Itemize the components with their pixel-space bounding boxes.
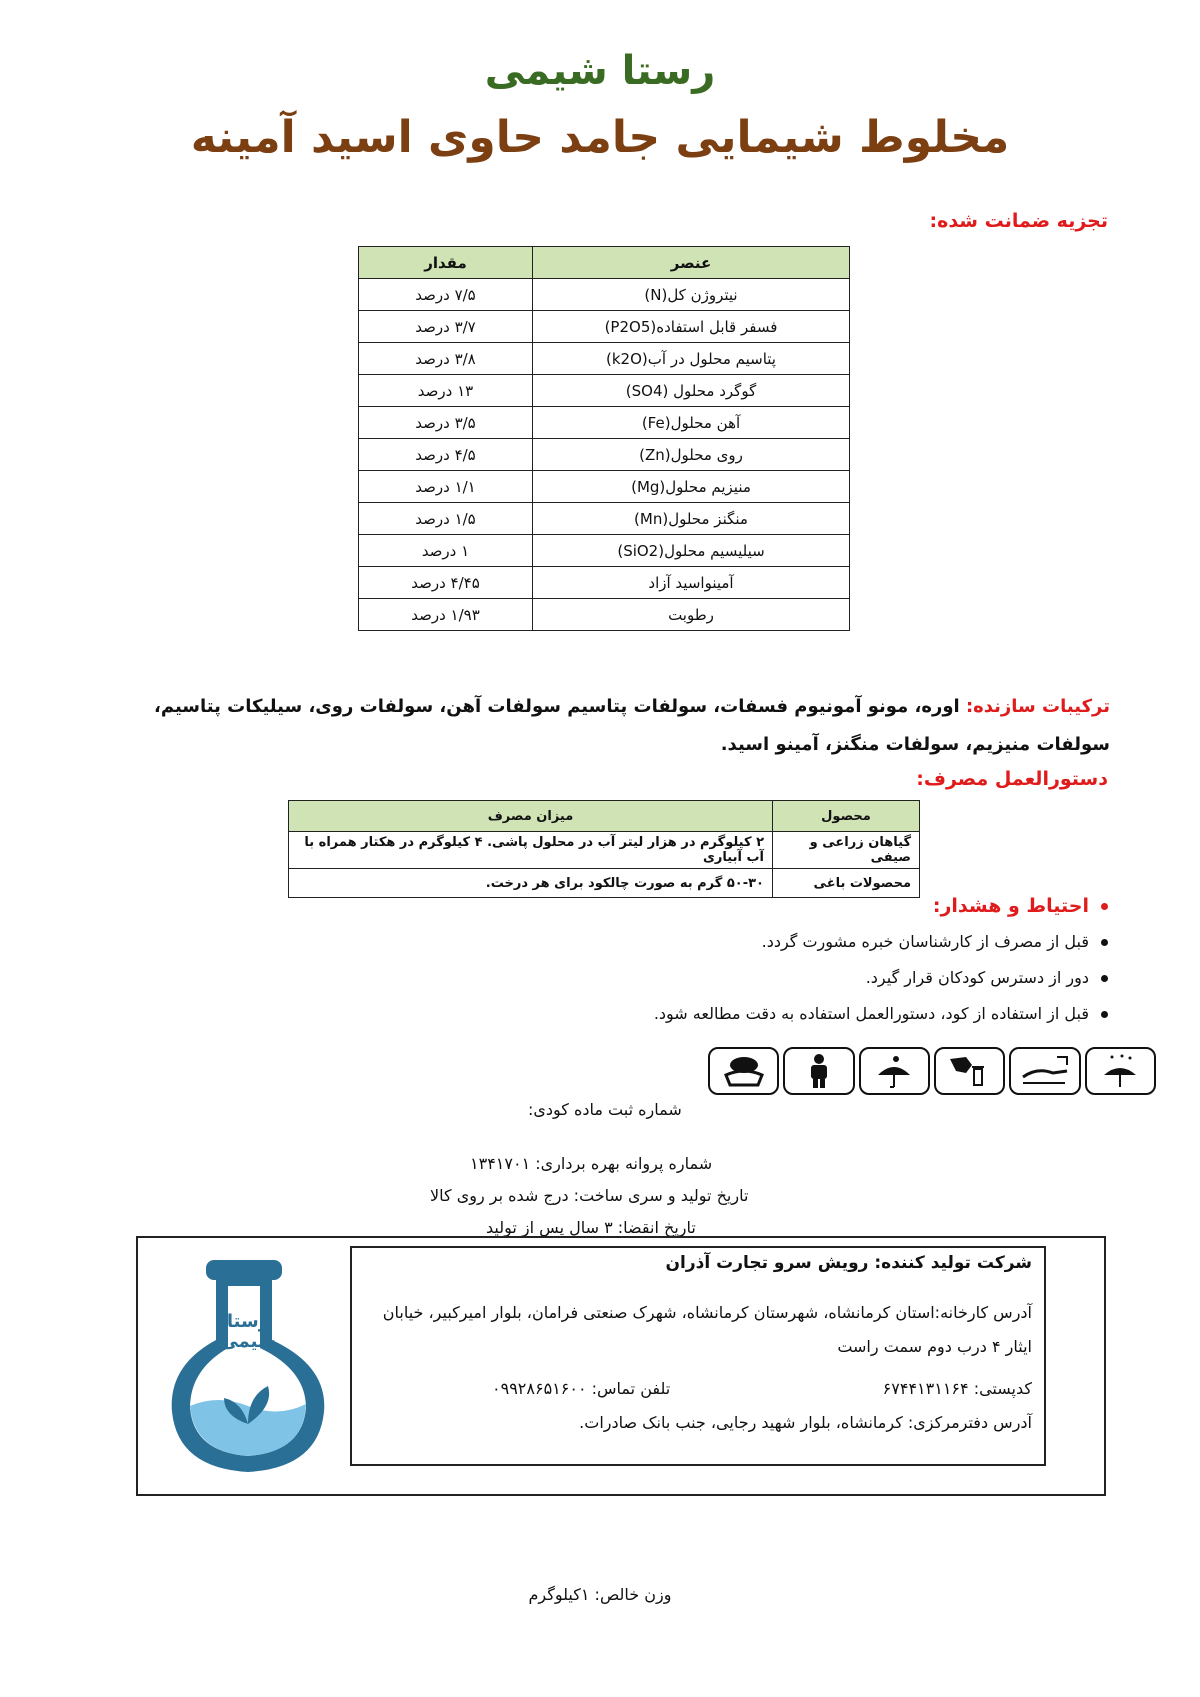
registration-code: شماره ثبت ماده کودی: (528, 1100, 682, 1119)
dose-cell: ۵۰-۳۰ گرم به صورت چالکود برای هر درخت. (289, 869, 773, 898)
warning-text: قبل از مصرف از کارشناسان خبره مشورت گردد. (761, 932, 1089, 951)
element-cell: فسفر قابل استفاده(P2O5) (533, 311, 850, 343)
element-cell: آمینواسید آزاد (533, 567, 850, 599)
composition-text: اوره، مونو آمونیوم فسفات، سولفات پتاسیم سولفات آهن، سولفات روی، سیلیکات پتاسیم، سولفات منیزیم، سولفات منگنز، آمینو اسید. (154, 696, 1110, 755)
list-item (308, 924, 1108, 960)
analysis-table (358, 246, 850, 631)
element-cell: آهن محلول(Fe) (533, 407, 850, 439)
amount-cell: ۱۳ درصد (359, 375, 533, 407)
wash-hands-icon (1009, 1047, 1080, 1095)
analysis-heading: تجزیه ضمانت شده: (929, 210, 1108, 232)
office-address: آدرس دفترمرکزی: کرمانشاه، بلوار شهید رجایی، جنب بانک صادرات. (579, 1413, 1032, 1432)
product-cell: گیاهان زراعی و صیفی (773, 832, 920, 869)
element-cell: منگنز محلول(Mn) (533, 503, 850, 535)
keep-from-sun-icon (859, 1047, 930, 1095)
column-header-dose: میزان مصرف (289, 801, 773, 832)
postal-code: کدپستی: ۶۷۴۴۱۳۱۱۶۴ (882, 1379, 1032, 1398)
usage-heading: دستورالعمل مصرف: (916, 768, 1108, 790)
contact-row (352, 1372, 1032, 1406)
table-row (359, 407, 850, 439)
usage-table (288, 800, 920, 898)
element-cell: منیزیم محلول(Mg) (533, 471, 850, 503)
table-row (289, 832, 920, 869)
net-weight: وزن خالص: ۱کیلوگرم (528, 1585, 672, 1604)
amount-cell: ۴/۴۵ درصد (359, 567, 533, 599)
table-row (359, 599, 850, 631)
composition-label: ترکیبات سازنده: (965, 696, 1110, 717)
bullet-icon (1101, 975, 1108, 982)
keep-dry-icon (1085, 1047, 1156, 1095)
analysis-table-body (359, 279, 850, 631)
table-row (359, 375, 850, 407)
amount-cell: ۴/۵ درصد (359, 439, 533, 471)
table-row (359, 535, 850, 567)
table-row (359, 343, 850, 375)
table-row (359, 471, 850, 503)
table-row (359, 567, 850, 599)
expiry-date: تاریخ انقضا: ۳ سال پس از تولید (486, 1218, 696, 1237)
element-cell: سیلیسیم محلول(SiO2) (533, 535, 850, 567)
factory-address: آدرس کارخانه:استان کرمانشاه، شهرستان کرمانشاه، شهرک صنعتی فرامان، بلوار امیرکبیر، خیابان ایثار ۴ درب دوم سمت راست (382, 1303, 1032, 1356)
phone-number: تلفن تماس: ۰۹۹۲۸۶۵۱۶۰۰ (492, 1379, 671, 1398)
company-logo (158, 1256, 338, 1480)
table-row (359, 503, 850, 535)
brand-name: رستا شیمی (484, 48, 716, 94)
warning-text: قبل از استفاده از کود، دستورالعمل استفاده به دقت مطالعه شود. (653, 1004, 1089, 1023)
company-details (352, 1296, 1032, 1440)
bullet-icon (1101, 939, 1108, 946)
element-cell: رطوبت (533, 599, 850, 631)
element-cell: پتاسیم محلول در آب(k2O) (533, 343, 850, 375)
warnings-heading-item (308, 888, 1108, 924)
product-title: مخلوط شیمایی جامد حاوی اسید آمینه (190, 112, 1010, 163)
safety-icons (708, 1047, 1156, 1095)
warnings-list (308, 888, 1108, 1032)
amount-cell: ۳/۷ درصد (359, 311, 533, 343)
bullet-icon (1101, 903, 1108, 910)
amount-cell: ۱ درصد (359, 535, 533, 567)
warning-text: دور از دسترس کودکان قرار گیرد. (865, 968, 1089, 987)
column-header-product: محصول (773, 801, 920, 832)
table-row (359, 439, 850, 471)
production-date: تاریخ تولید و سری ساخت: درج شده بر روی کالا (430, 1186, 749, 1205)
table-header-row (359, 247, 850, 279)
product-cell: محصولات باغی (773, 869, 920, 898)
list-item (308, 996, 1108, 1032)
table-row (359, 311, 850, 343)
dose-cell: ۲ کیلوگرم در هزار لیتر آب در محلول پاشی. ۴ کیلوگرم در هکتار همراه با آب آبیاری (289, 832, 773, 869)
amount-cell: ۱/۹۳ درصد (359, 599, 533, 631)
composition-paragraph (90, 688, 1110, 764)
amount-cell: ۳/۸ درصد (359, 343, 533, 375)
list-item (308, 960, 1108, 996)
table-row (359, 279, 850, 311)
column-header-element: عنصر (533, 247, 850, 279)
logo-text: رستا شیمی (220, 1311, 276, 1352)
amount-cell: ۱/۱ درصد (359, 471, 533, 503)
amount-cell: ۱/۵ درصد (359, 503, 533, 535)
element-cell: گوگرد محلول (SO4) (533, 375, 850, 407)
amount-cell: ۷/۵ درصد (359, 279, 533, 311)
protective-clothing-icon (783, 1047, 854, 1095)
column-header-amount: مقدار (359, 247, 533, 279)
company-title: شرکت تولید کننده: رویش سرو تجارت آذران (665, 1253, 1032, 1273)
face-mask-icon (708, 1047, 779, 1095)
element-cell: نیتروژن کل(N) (533, 279, 850, 311)
table-header-row (289, 801, 920, 832)
bullet-icon (1101, 1011, 1108, 1018)
wear-gloves-icon (934, 1047, 1005, 1095)
warnings-heading: احتیاط و هشدار: (932, 895, 1089, 917)
element-cell: روی محلول(Zn) (533, 439, 850, 471)
license-number: شماره پروانه بهره برداری: ۱۳۴۱۷۰۱ (470, 1154, 713, 1173)
amount-cell: ۳/۵ درصد (359, 407, 533, 439)
